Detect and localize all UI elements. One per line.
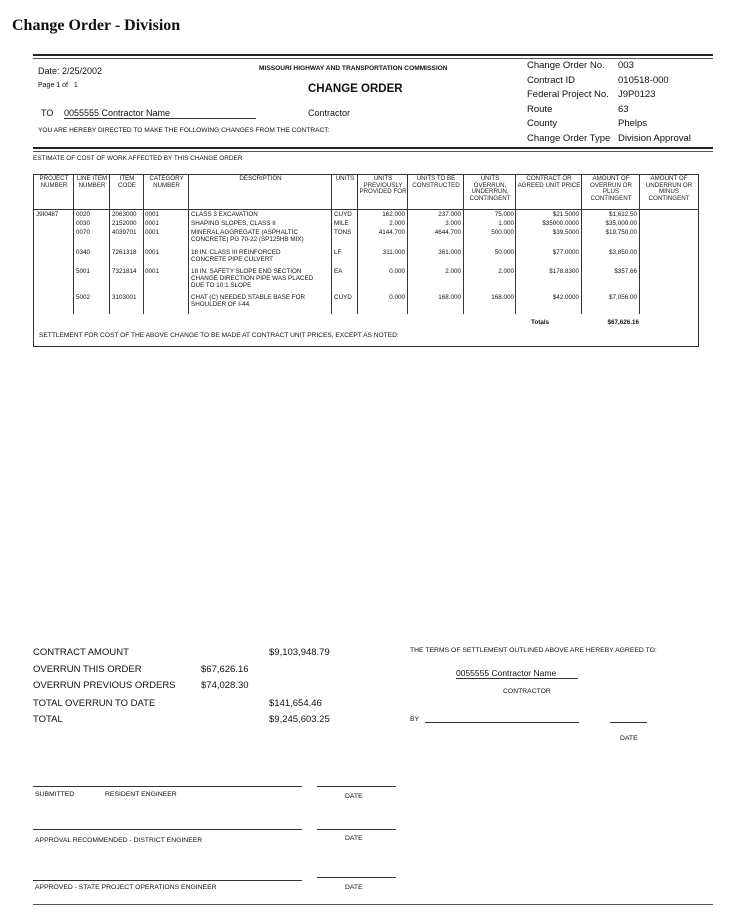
header-cell: AMOUNT OF OVERRUN OR PLUS CONTINGENT bbox=[590, 175, 632, 202]
form-title: CHANGE ORDER bbox=[308, 83, 403, 95]
header-divider bbox=[34, 209, 698, 210]
top-rule-thin bbox=[33, 58, 713, 59]
submitted-label: SUBMITTED bbox=[35, 791, 75, 798]
state-date-label: DATE bbox=[345, 884, 363, 891]
header-cell: ITEM CODE bbox=[118, 175, 136, 189]
commission-name: MISSOURI HIGHWAY AND TRANSPORTATION COMMISSION bbox=[259, 65, 448, 72]
info-row: Federal Project No. J9P0123 bbox=[527, 89, 656, 100]
directive-text: YOU ARE HEREBY DIRECTED TO MAKE THE FOLLOWING CHANGES FROM THE CONTRACT: bbox=[38, 127, 330, 134]
header-bottom-rule bbox=[33, 147, 713, 149]
by-label: BY bbox=[410, 716, 420, 723]
agreement-date-label: DATE bbox=[620, 735, 638, 742]
info-row: Contract ID 010518-000 bbox=[527, 74, 669, 86]
state-label: APPROVED - STATE PROJECT OPERATIONS ENGINEER bbox=[35, 884, 217, 891]
contractor-label: Contractor bbox=[308, 108, 351, 118]
totals-value: $67,626.16 bbox=[607, 319, 639, 326]
header-cell: UNITS TO BE CONSTRUCTED bbox=[412, 175, 460, 189]
settlement-note: SETTLEMENT FOR COST OF THE ABOVE CHANGE TO BE MADE AT CONTRACT UNIT PRICES, EXCEPT AS NOTED: bbox=[39, 332, 399, 339]
submitted-date-line[interactable] bbox=[317, 786, 396, 787]
header-cell: UNITS bbox=[335, 175, 355, 182]
overrun-this: $67,626.16 bbox=[201, 664, 249, 675]
header-cell: LINE ITEM NUMBER bbox=[76, 175, 108, 189]
page-title: Change Order - Division bbox=[12, 17, 181, 34]
page-count: Page 1 of 1 bbox=[38, 82, 78, 89]
estimate-label: ESTIMATE OF COST OF WORK AFFECTED BY THIS CHANGE ORDER bbox=[33, 155, 243, 162]
header-cell: CONTRACT OR AGREED UNIT PRICE bbox=[517, 175, 581, 189]
contract-amount-label: CONTRACT AMOUNT bbox=[33, 647, 129, 658]
header-cell: UNITS PREVIOUSLY PROVIDED FOR bbox=[359, 175, 407, 196]
total-label: TOTAL bbox=[33, 714, 63, 725]
header-cell: PROJECT NUMBER bbox=[39, 175, 69, 189]
total-value: $9,245,603.25 bbox=[269, 714, 330, 725]
resident-engineer-label: RESIDENT ENGINEER bbox=[105, 791, 177, 798]
district-date-line[interactable] bbox=[317, 829, 396, 830]
bottom-rule bbox=[33, 904, 713, 905]
header-cell: CATEGORY NUMBER bbox=[149, 175, 184, 189]
agreement-date-line[interactable] bbox=[610, 722, 647, 723]
submitted-signature-line[interactable] bbox=[33, 786, 302, 787]
agreement-contractor: 0055555 Contractor Name bbox=[456, 668, 578, 679]
top-rule bbox=[33, 54, 713, 56]
header-cell: AMOUNT OF UNDERRUN OR MINUS CONTINGENT bbox=[645, 175, 693, 202]
date-label: Date: 2/25/2002 bbox=[38, 66, 103, 76]
cost-table: PROJECT NUMBER LINE ITEM NUMBER ITEM CODE CATEGORY NUMBER DESCRIPTION UNITS UNITS PREVIOUSLY PROVIDED FOR UNITS TO BE CONSTRUCTED UNITS OVERRUN, UNDERRUN, CONTINGENT CONTRACT OR AGREED UNIT PRICE AMOUNT OF OVERRUN OR PLUS CONTINGENT AMOUNT OF UNDERRUN OR MINUS CONTINGENT J9I0487 0020 2063000 0001 CLASS 3 EXCAVATION CUYD 162.000 237.000 75.000 $21.5000 $1,612.50 0030 2152000 0001 SHAPING SLOPES, CLASS II MILE 2.000 3.000 1.000 $35000.0000 $35,000.00 0070 4039701 0001 MINERAL AGGREGATE (ASPHALTIC CONCRETE) PG 70-22 (SP125HB MIX) TONS 4144.700 4644.700 500.000 $39.5000 $19,750.00 0340 7261318 0001 18 IN. CLASS III REINFORCED CONCRETE PIPE CULVERT LF 311.000 361.000 50.000 $77.0000 $3,850.00 5001 7321814 0001 18 IN. SAFETY SLOPE END SECTION CHANGE DIRECTION PIPE WAS PLACED DUE TO 10:1 SLOPE EA 0.000 2.000 2.000 $178.8300 $357.66 5002 3103001 CHAT (C) NEEDED STABLE BASE FOR SHOULDER OF I-44. CUYD 0.000 168.000 168.000 $42.0000 $7,056.00 Totals $67,626.16 SETTLEMENT FOR COST OF THE ABOVE CHANGE TO BE MADE AT CONTRACT UNIT PRICES, EXCEPT AS NOTED: bbox=[33, 174, 699, 347]
change-order-info bbox=[527, 60, 707, 147]
agreement-contractor-label: CONTRACTOR bbox=[503, 688, 551, 695]
totals-label: Totals bbox=[531, 319, 550, 326]
info-row: Route 63 bbox=[527, 103, 629, 115]
by-signature-line[interactable] bbox=[425, 722, 579, 723]
header-cell: DESCRIPTION bbox=[239, 175, 282, 182]
info-row: County Phelps bbox=[527, 118, 648, 129]
overrun-this-label: OVERRUN THIS ORDER bbox=[33, 664, 142, 675]
header-bottom-rule-thin bbox=[33, 151, 713, 152]
district-signature-line[interactable] bbox=[33, 829, 302, 830]
state-date-line[interactable] bbox=[317, 877, 396, 878]
district-date-label: DATE bbox=[345, 835, 363, 842]
info-row: Change Order Type Division Approval bbox=[527, 132, 691, 144]
total-overrun: $141,654.46 bbox=[269, 698, 322, 709]
header-cell: UNITS OVERRUN, UNDERRUN, CONTINGENT bbox=[469, 175, 511, 202]
info-row: Change Order No. 003 bbox=[527, 60, 634, 71]
to-label: TO bbox=[41, 108, 54, 118]
overrun-prev-label: OVERRUN PREVIOUS ORDERS bbox=[33, 680, 176, 691]
agreement-terms: THE TERMS OF SETTLEMENT OUTLINED ABOVE ARE HEREBY AGREED TO: bbox=[410, 647, 657, 654]
state-signature-line[interactable] bbox=[33, 880, 302, 881]
to-contractor: 0055555 Contractor Name bbox=[64, 108, 256, 119]
project-number: J9I0487 bbox=[36, 211, 59, 218]
submitted-date-label: DATE bbox=[345, 793, 363, 800]
settlement-area bbox=[34, 314, 698, 346]
total-overrun-label: TOTAL OVERRUN TO DATE bbox=[33, 698, 156, 709]
district-label: APPROVAL RECOMMENDED - DISTRICT ENGINEER bbox=[35, 837, 203, 844]
overrun-prev: $74,028.30 bbox=[201, 680, 249, 691]
contract-amount: $9,103,948.79 bbox=[269, 647, 330, 658]
